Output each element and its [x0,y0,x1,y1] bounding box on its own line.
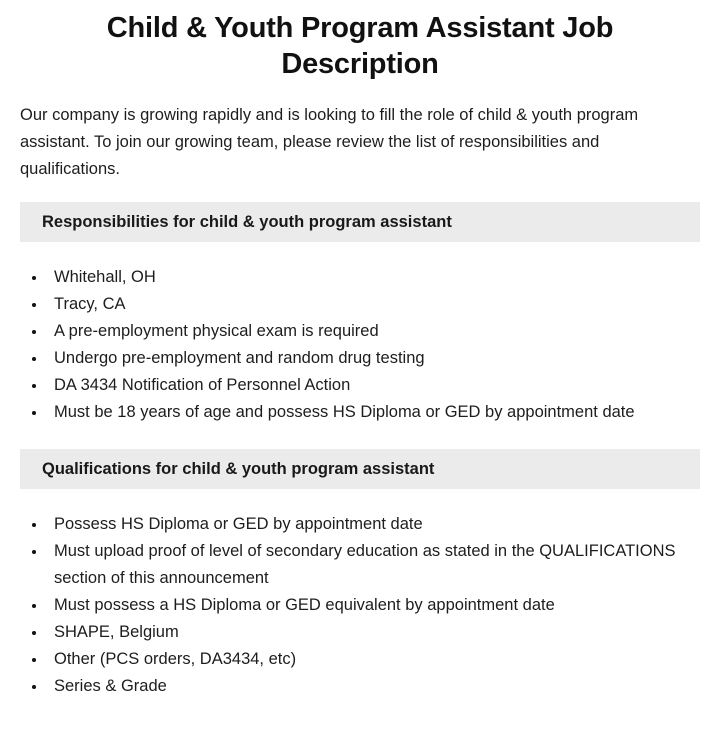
intro-paragraph: Our company is growing rapidly and is looking to fill the role of child & youth program assistant. To join our growing team, please review the list of responsibilities and qualifications. [20,106,639,178]
section-header-responsibilities: Responsibilities for child & youth program assistant [20,202,700,242]
list-item: • SHAPE, Belgium [47,619,700,646]
list-item: • A pre-employment physical exam is required [47,318,700,345]
list-item: • Other (PCS orders, DA3434, etc) [47,646,700,673]
list-item: • Whitehall, OH [47,264,700,291]
list-item: • DA 3434 Notification of Personnel Action [47,372,700,399]
list-item: • Possess HS Diploma or GED by appointment date [47,511,700,538]
list-item: • Tracy, CA [47,291,700,318]
list-item: • Series & Grade [47,673,700,700]
list-item: • Must upload proof of level of secondary education as stated in the QUALIFICATIONS section of this announcement [47,538,700,592]
page-title: Child & Youth Program Assistant Job Description [106,12,614,80]
qualifications-list [20,511,700,700]
list-item: • Must be 18 years of age and possess HS Diploma or GED by appointment date [47,399,700,426]
section-header-qualifications: Qualifications for child & youth program assistant [20,449,700,489]
responsibilities-list [20,264,700,426]
list-item: • Undergo pre-employment and random drug testing [47,345,700,372]
list-item: • Must possess a HS Diploma or GED equivalent by appointment date [47,592,700,619]
